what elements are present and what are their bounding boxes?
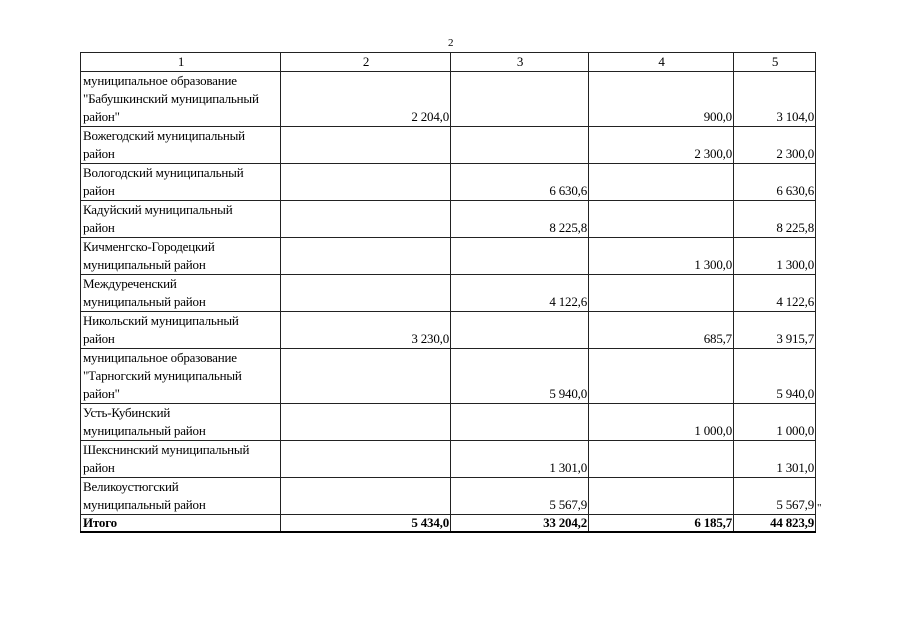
district-name-line: район (83, 220, 115, 235)
amount-cell-c4: 1 300,0 (589, 238, 734, 275)
amount-cell-c4 (589, 441, 734, 478)
amount-cell-c2 (281, 127, 451, 164)
page-number: 2 (448, 37, 454, 49)
amount-cell-c5: 2 300,0 (734, 127, 816, 164)
table-row (81, 201, 816, 238)
district-name-line: Кадуйский муниципальный (83, 202, 233, 217)
district-name-line: Кичменгско-Городецкий (83, 239, 215, 254)
district-name-line: "Бабушкинский муниципальный (83, 91, 259, 106)
total-label: Итого (81, 515, 281, 533)
amount-cell-c3: 5 940,0 (451, 349, 589, 404)
amount-cell-c5: 8 225,8 (734, 201, 816, 238)
district-name-line: Усть-Кубинский (83, 405, 171, 420)
amount-cell-c2 (281, 404, 451, 441)
amount-cell-c5: 5 567,9 (734, 478, 816, 515)
district-name-cell (81, 275, 281, 312)
district-name-line: муниципальный район (83, 257, 206, 272)
amount-cell-c4 (589, 275, 734, 312)
amount-cell-c3 (451, 238, 589, 275)
table-row (81, 478, 816, 515)
district-name-line: район (83, 460, 115, 475)
district-name-line: район (83, 146, 115, 161)
amount-cell-c2 (281, 275, 451, 312)
column-header: 3 (451, 53, 589, 72)
amount-cell-c4: 1 000,0 (589, 404, 734, 441)
district-name-cell (81, 349, 281, 404)
amount-cell-c4 (589, 349, 734, 404)
amount-cell-c5: 3 104,0 (734, 72, 816, 127)
table-row (81, 238, 816, 275)
amount-cell-c5: 3 915,7 (734, 312, 816, 349)
district-name-cell (81, 127, 281, 164)
amount-cell-c5: 1 301,0 (734, 441, 816, 478)
amount-cell-c2: 3 230,0 (281, 312, 451, 349)
amount-cell-c5: 1 000,0 (734, 404, 816, 441)
amount-cell-c4: 685,7 (589, 312, 734, 349)
amount-cell-c5: 4 122,6 (734, 275, 816, 312)
amount-cell-c2 (281, 478, 451, 515)
district-name-cell (81, 238, 281, 275)
amount-cell-c3: 1 301,0 (451, 441, 589, 478)
district-name-line: Междуреченский (83, 276, 177, 291)
amount-cell-c5: 1 300,0 (734, 238, 816, 275)
column-number-row (81, 53, 816, 72)
district-name-cell (81, 404, 281, 441)
district-name-line: "Тарногский муниципальный (83, 368, 242, 383)
column-header: 5 (734, 53, 816, 72)
amount-cell-c4 (589, 164, 734, 201)
amount-cell-c3 (451, 72, 589, 127)
district-name-line: муниципальное образование (83, 350, 237, 365)
district-name-line: муниципальный район (83, 423, 206, 438)
district-name-cell (81, 164, 281, 201)
district-name-cell (81, 312, 281, 349)
district-name-line: Вологодский муниципальный (83, 165, 244, 180)
district-name-line: Никольский муниципальный (83, 313, 239, 328)
amount-cell-c2 (281, 441, 451, 478)
total-row (81, 515, 816, 533)
table-row (81, 312, 816, 349)
column-header: 2 (281, 53, 451, 72)
amount-cell-c3: 8 225,8 (451, 201, 589, 238)
district-name-cell (81, 201, 281, 238)
column-header: 4 (589, 53, 734, 72)
district-name-line: Вожегодский муниципальный (83, 128, 245, 143)
amount-cell-c2: 2 204,0 (281, 72, 451, 127)
column-header: 1 (81, 53, 281, 72)
district-name-cell (81, 441, 281, 478)
total-amount-c5: 44 823,9 (734, 515, 816, 533)
table-row (81, 72, 816, 127)
district-name-cell (81, 478, 281, 515)
table-row (81, 404, 816, 441)
amount-cell-c4 (589, 201, 734, 238)
district-name-line: Шекснинский муниципальный (83, 442, 250, 457)
amount-cell-c5: 5 940,0 (734, 349, 816, 404)
district-name-line: район" (83, 109, 120, 124)
amount-cell-c3: 6 630,6 (451, 164, 589, 201)
district-name-cell (81, 72, 281, 127)
amount-cell-c2 (281, 238, 451, 275)
table-row (81, 164, 816, 201)
district-name-line: муниципальный район (83, 294, 206, 309)
closing-quote: " (817, 502, 822, 514)
table-row (81, 275, 816, 312)
district-name-line: район" (83, 386, 120, 401)
table-row (81, 349, 816, 404)
district-name-line: район (83, 331, 115, 346)
amount-cell-c3 (451, 312, 589, 349)
total-amount-c4: 6 185,7 (589, 515, 734, 533)
amount-cell-c4 (589, 478, 734, 515)
total-amount-c3: 33 204,2 (451, 515, 589, 533)
allocation-table (80, 52, 816, 533)
total-amount-c2: 5 434,0 (281, 515, 451, 533)
amount-cell-c5: 6 630,6 (734, 164, 816, 201)
amount-cell-c3 (451, 404, 589, 441)
amount-cell-c3: 4 122,6 (451, 275, 589, 312)
amount-cell-c2 (281, 349, 451, 404)
amount-cell-c2 (281, 201, 451, 238)
amount-cell-c3: 5 567,9 (451, 478, 589, 515)
amount-cell-c4: 2 300,0 (589, 127, 734, 164)
table-row (81, 127, 816, 164)
table-row (81, 441, 816, 478)
amount-cell-c3 (451, 127, 589, 164)
district-name-line: муниципальное образование (83, 73, 237, 88)
amount-cell-c2 (281, 164, 451, 201)
amount-cell-c4: 900,0 (589, 72, 734, 127)
district-name-line: район (83, 183, 115, 198)
district-name-line: Великоустюгский (83, 479, 179, 494)
district-name-line: муниципальный район (83, 497, 206, 512)
